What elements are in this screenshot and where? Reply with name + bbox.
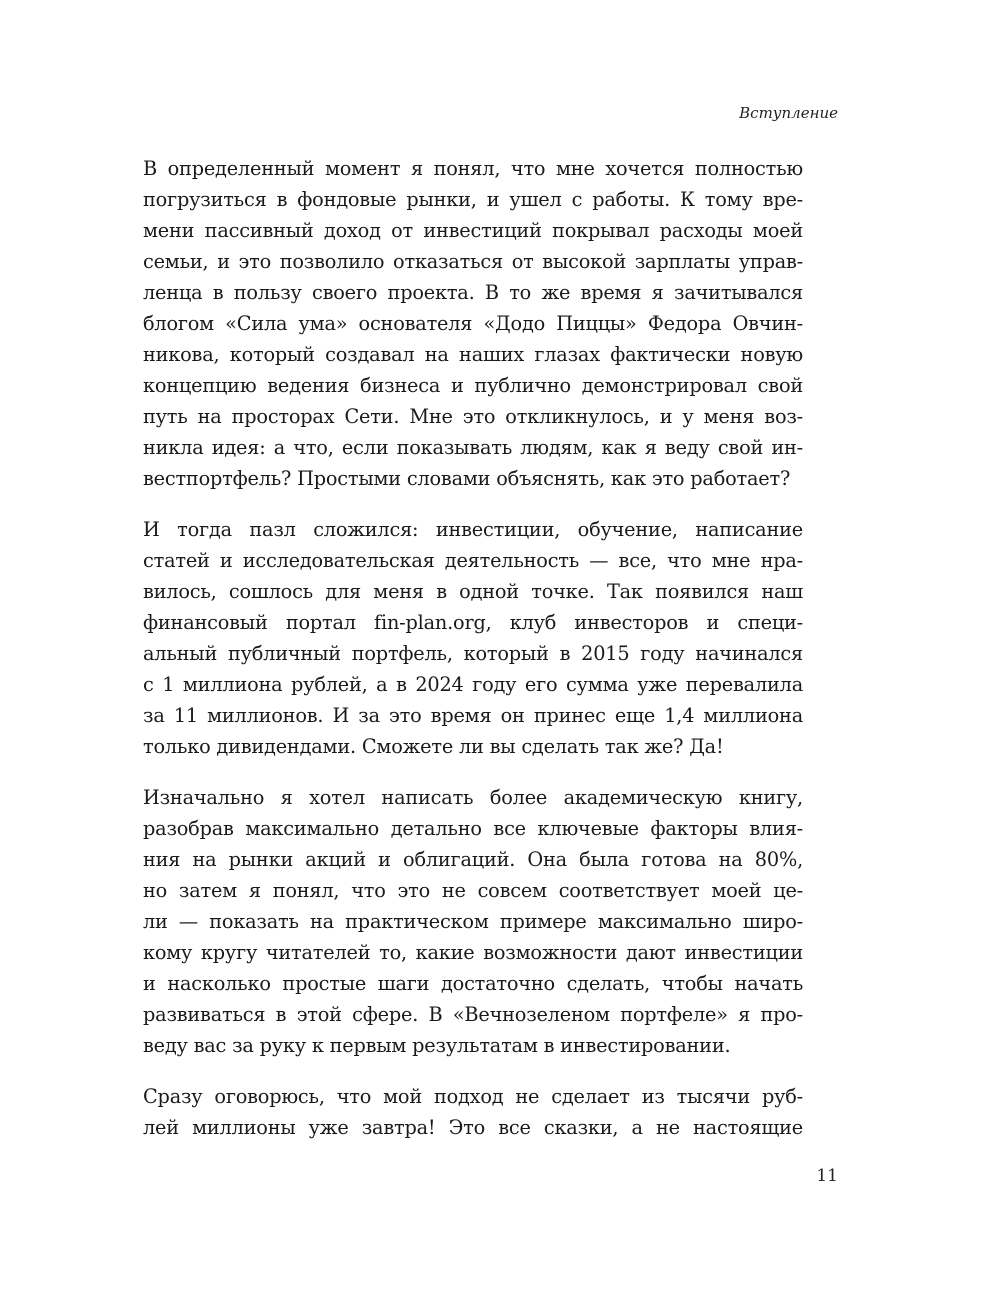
text-line: Сразу оговорюсь, что мой подход не сделает из тысячи руб- [143, 1085, 803, 1108]
text-line: В определенный момент я понял, что мне хочется полностью [143, 157, 803, 180]
text-line: ния на рынки акций и облигаций. Она была готова на 80%, [143, 848, 803, 871]
text-line: развиваться в этой сфере. В «Вечнозеленом портфеле» я про- [143, 1003, 803, 1026]
text-line: вестпортфель? Простыми словами объяснять, как это работает? [143, 467, 791, 490]
page-number: 11 [816, 1166, 838, 1186]
text-line: ли — показать на практическом примере максимально широ- [143, 910, 803, 933]
text-line: И тогда пазл сложился: инвестиции, обучение, написание [143, 518, 803, 541]
text-line: вилось, сошлось для меня в одной точке. Так появился наш [143, 580, 803, 603]
text-line: только дивидендами. Сможете ли вы сделать так же? Да! [143, 735, 724, 758]
paragraph-1 [143, 153, 803, 494]
text-line: кому кругу читателей то, какие возможности дают инвестиции [143, 941, 803, 964]
running-header: Вступление [739, 104, 838, 122]
text-line: мени пассивный доход от инвестиций покрывал расходы моей [143, 219, 803, 242]
text-line: с 1 миллиона рублей, а в 2024 году его сумма уже перевалила [143, 673, 803, 696]
text-line: веду вас за руку к первым результатам в инвестировании. [143, 1034, 731, 1057]
text-line: и насколько простые шаги достаточно сделать, чтобы начать [143, 972, 803, 995]
text-line: за 11 миллионов. И за это время он принес еще 1,4 миллиона [143, 704, 803, 727]
body-text [143, 153, 803, 1163]
text-line: никла идея: а что, если показывать людям, как я веду свой ин- [143, 436, 803, 459]
paragraph-4 [143, 1081, 803, 1143]
text-line: разобрав максимально детально все ключевые факторы влия- [143, 817, 803, 840]
text-line: концепцию ведения бизнеса и публично демонстрировал свой [143, 374, 803, 397]
text-line: альный публичный портфель, который в 2015 году начинался [143, 642, 803, 665]
text-line: финансовый портал fin-plan.org, клуб инвесторов и специ- [143, 611, 803, 634]
text-line: никова, который создавал на наших глазах фактически новую [143, 343, 803, 366]
text-line: семьи, и это позволило отказаться от высокой зарплаты управ- [143, 250, 803, 273]
text-line: но затем я понял, что это не совсем соответствует моей це- [143, 879, 803, 902]
text-line: погрузиться в фондовые рынки, и ушел с работы. К тому вре- [143, 188, 803, 211]
text-line: блогом «Сила ума» основателя «Додо Пиццы» Федора Овчин- [143, 312, 803, 335]
text-line: лей миллионы уже завтра! Это все сказки, а не настоящие [143, 1116, 803, 1139]
text-line: статей и исследовательская деятельность — все, что мне нра- [143, 549, 803, 572]
text-line: путь на просторах Сети. Мне это откликнулось, и у меня воз- [143, 405, 803, 428]
text-line: ленца в пользу своего проекта. В то же время я зачитывался [143, 281, 803, 304]
paragraph-2 [143, 514, 803, 762]
text-line: Изначально я хотел написать более академическую книгу, [143, 786, 803, 809]
paragraph-3 [143, 782, 803, 1061]
